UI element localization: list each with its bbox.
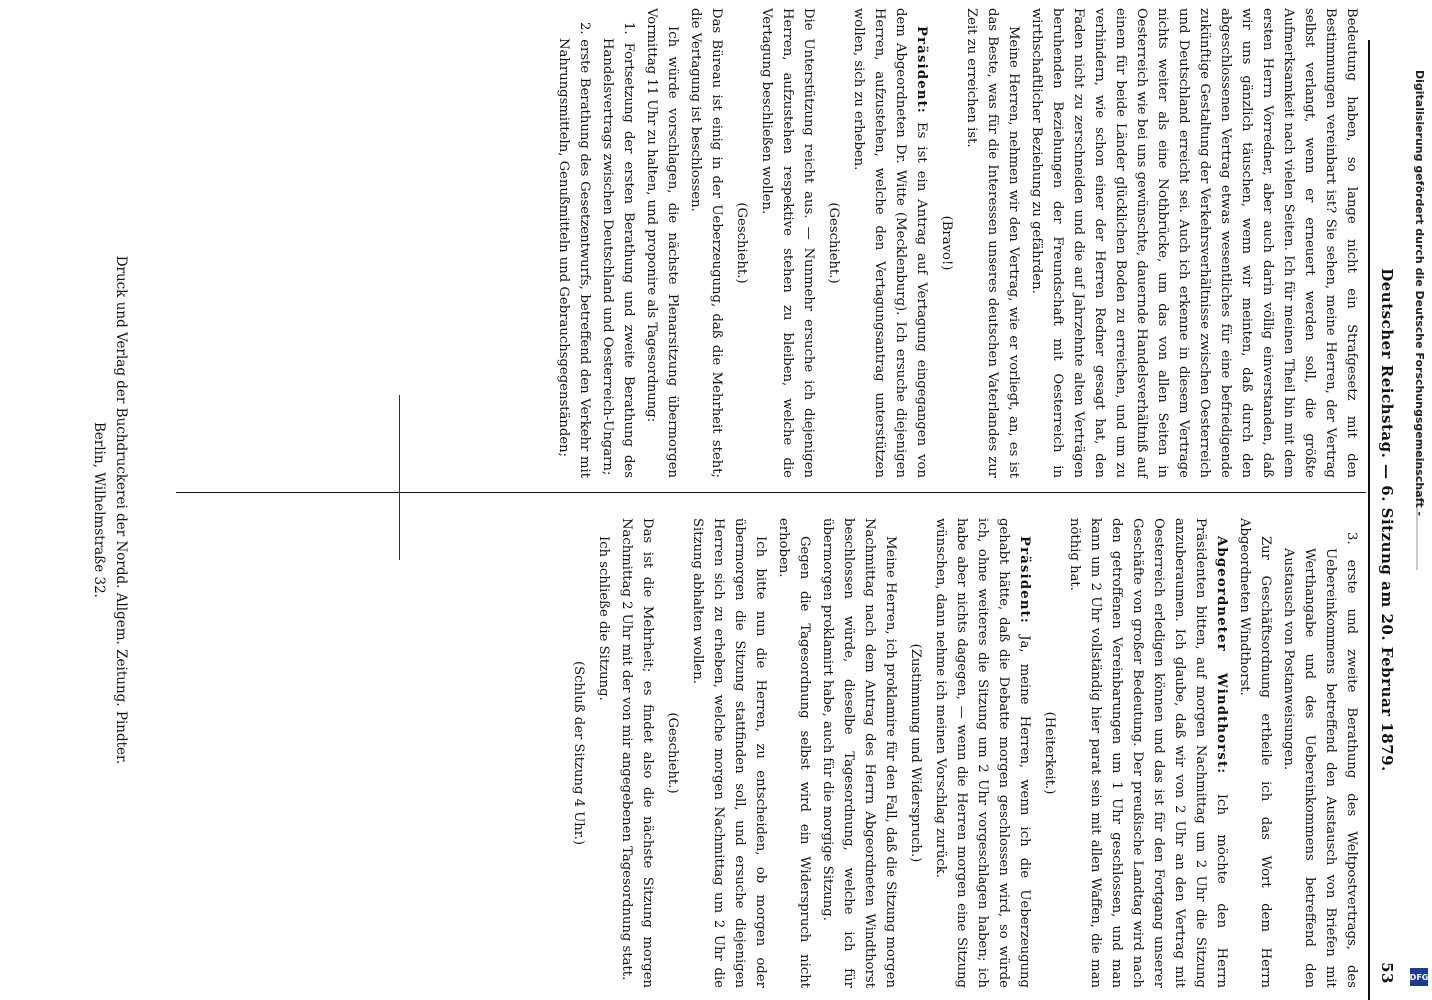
body-paragraph: Gegen die Tagesordnung selbst wird ein Widerspruch nicht erhoben. <box>776 518 812 988</box>
stage-direction: (Geschieht.) <box>734 202 749 284</box>
stage-direction: (Geschieht.) <box>826 202 841 284</box>
body-paragraph: Ich würde vorschlagen, die nächste Plenarsitzung übermorgen Vormittag 11 Uhr zu halten, und proponire als Tagesordnung: <box>644 8 680 478</box>
stage-direction: (Bravo!) <box>939 215 954 271</box>
body-paragraph: Die Unterstützung reicht aus. — Nunmehr ersuche ich diejenigen Herren, aufzustehen respektive stehen zu bleiben, welche die Vertagung beschließen wollen. <box>759 8 816 478</box>
header-rule <box>1368 40 1370 1000</box>
imprint <box>88 110 132 910</box>
speech-paragraph <box>1064 518 1232 988</box>
agenda-item: 3. erste und zweite Berathung des Weltpostvertrags, des Uebereinkommens betreffend den Austausch von Briefen mit Werthangabe und des Uebereinkommens betreffend den Austausch von Postanweisungen. <box>1281 532 1359 988</box>
right-column <box>564 518 1362 988</box>
body-paragraph: Bedeutung haben, so lange nicht ein Strafgesetz mit den Bestimmungen vereinbart ist? Sie sehen, meine Herren, der Vertrag selbst verlangt, wenn er erneuert werden soll, die größte Aufmerksamkeit nach vielen Seiten. Ich für meinen Theil bin mit dem ersten Herrn Vorredner, aber auch darin völlig einverstanden, daß wir uns gänzlich täuschen, wenn wir meinten, daß durch den abgeschlossenen Vertrag etwas wesentliches für eine befriedigende zukünftige Gestaltung der Verkehrsverhältnisse zwischen Oesterreich und Deutschland erreicht sei. Auch ich erkenne in diesem Vertrage nichts weiter als eine Nothbrücke, um das von allen Seiten in Oesterreich wie bei uns gewünschte, dauernde Handelsverhältniß auf einem für beide Länder glücklichen Boden zu erreichen, und um zu verhindern, wie schon einer der Herren Redner gesagt hat, den Faden nicht zu zerschneiden und die auf Jahrzehnte alten Verträgen beruhenden Beziehungen der Freundschaft mit Oesterreich in wirthschaftlicher Beziehung zu gefährden. <box>1029 8 1359 478</box>
stage-direction: (Zustimmung und Widerspruch.) <box>908 643 923 863</box>
agenda-item: 2. erste Berathung des Gesetzentwurfs, betreffend den Verkehr mit Nahrungsmitteln, Genußmitteln und Gebrauchsgegenständen; <box>556 22 592 478</box>
dfg-logo-icon: DFG <box>1410 968 1428 986</box>
body-paragraph: Zur Geschäftsordnung ertheile ich das Wort dem Herrn Abgeordneten Windthorst. <box>1237 518 1273 988</box>
speech-text: Ja, meine Herren, wenn ich die Ueberzeugung gehabt hätte, daß die Debatte morgen geschlossen wird, so würde ich, ohne weiteres die Sitzung um 2 Uhr vorgeschlagen haben; ich habe aber nichts dagegen, — wenn die Herren morgen eine Sitzung wünschen, dann nehme ich meinen Vorschlag zurück. <box>933 518 1032 988</box>
page-number: 53 <box>1378 962 1396 984</box>
speaker-name: Präsident: <box>1017 536 1032 625</box>
speech-text: Es ist ein Antrag auf Vertagung eingegangen von dem Abgeordneten Dr. Witte (Mecklenburg). Ich ersuche diejenigen Herren, aufzustehen, welche den Vertagungsantrag unterstützen wollen, sich zu erheben. <box>851 8 929 478</box>
digitization-credit-text: Digitalisierung gefördert durch die Deutsche Forschungsgemeinschaft - <box>1413 70 1426 517</box>
body-paragraph: Das Büreau ist einig in der Ueberzeugung, daß die Mehrheit steht; die Vertagung ist beschlossen. <box>688 8 724 478</box>
closing-rule <box>399 395 400 560</box>
speaker-name: Abgeordneter Windthorst: <box>1214 536 1229 775</box>
imprint-line-1: Druck und Verlag der Buchdruckerei der Nordd. Allgem. Zeitung. Pindter. <box>113 255 129 765</box>
body-paragraph: Ich schließe die Sitzung. <box>596 536 611 701</box>
stage-direction: (Schluß der Sitzung 4 Uhr.) <box>571 660 586 845</box>
speech-text: Ich möchte den Herrn Präsidenten bitten, auf morgen Nachmittag um 2 Uhr die Sitzung anzuberaumen. Ich glaube, daß wir von 2 Uhr an den Vertrag mit Oesterreich erledigen können und das ist für den Fortgang unserer Geschäfte von großer Bedeutung. Der preußische Landtag wird nach den getroffenen Vereinbarungen um 1 Uhr geschlossen, und man kann um 2 Uhr vollständig hier parat sein mit allen Waffen, die man nöthig hat. <box>1067 518 1229 988</box>
stage-direction: (Geschieht.) <box>665 712 680 794</box>
speech-paragraph <box>848 8 932 478</box>
agenda-item: 1. Fortsetzung der ersten Berathung und zweite Berathung des Handelsvertrags zwischen Deutschland und Oesterreich-Ungarn; <box>600 22 636 478</box>
column-divider <box>176 492 1366 493</box>
speech-paragraph <box>930 518 1035 988</box>
imprint-line-2: Berlin, Wilhelmstraße 32. <box>91 422 107 598</box>
left-column <box>551 8 1362 478</box>
stage-direction: (Heiterkeit.) <box>1042 711 1057 795</box>
page-title: Deutscher Reichstag. — 6. Sitzung am 20. Februar 1879. <box>1378 268 1396 772</box>
page-header <box>1372 40 1402 1000</box>
body-paragraph: Meine Herren, nehmen wir den Vertrag, wie er vorliegt, an, es ist das Beste, was für die Interessen unseres deutschen Vaterlandes zur Zeit zu erreichen ist. <box>964 8 1021 478</box>
digitization-credit <box>1406 70 1432 990</box>
body-paragraph: Ich bitte nun die Herren, zu entscheiden, ob morgen oder übermorgen die Sitzung stattfinden soll, und ersuche diejenigen Herren sich zu erheben, welche morgen Nachmittag um 2 Uhr die Sitzung abhalten wollen. <box>690 518 768 988</box>
body-paragraph: Meine Herren, ich proklamire für den Fall, daß die Sitzung morgen Nachmittag nach dem Antrag des Herrn Abgeordneten Windthorst beschlossen würde, dieselbe Tagesordnung, welche ich für übermorgen proklamirt habe, auch für die morgige Sitzung. <box>820 518 898 988</box>
body-paragraph: Das ist die Mehrheit; es findet also die nächste Sitzung morgen Nachmittag 2 Uhr mit der von mir angegebenen Tagesordnung statt. <box>619 518 655 988</box>
speaker-name: Präsident: <box>914 26 929 115</box>
